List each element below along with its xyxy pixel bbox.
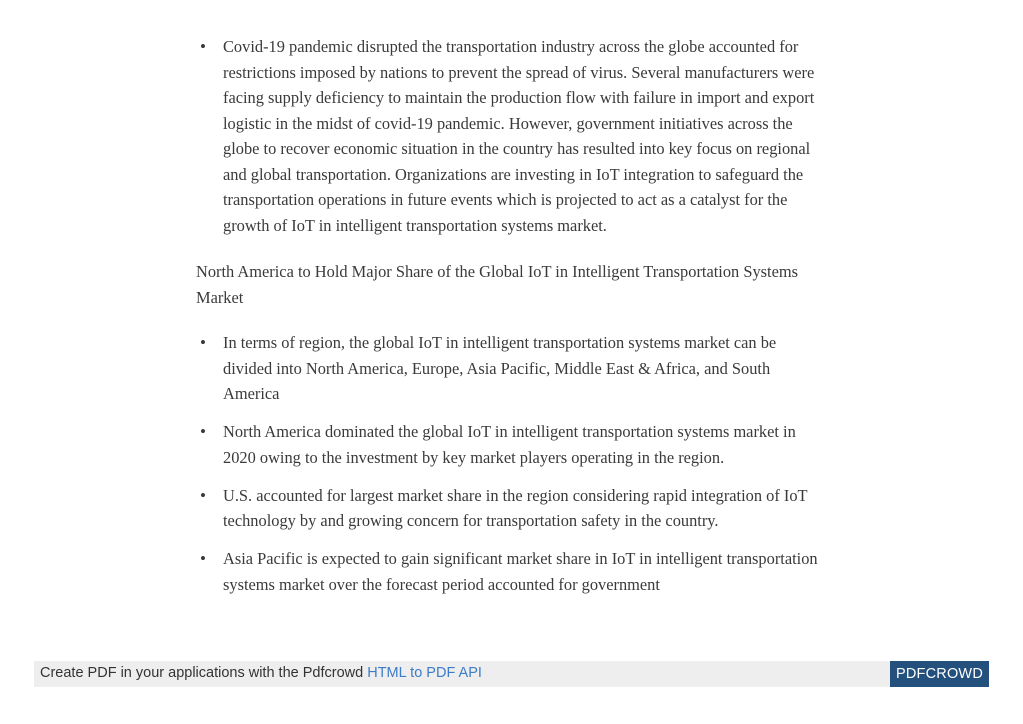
footer-text	[40, 665, 482, 681]
list-item: • U.S. accounted for largest market share in the region considering rapid integration of IoT technology by and growing concern for transportation safety in the country.	[196, 483, 826, 534]
section-heading: North America to Hold Major Share of the Global IoT in Intelligent Transportation Systems Market	[196, 262, 798, 307]
html-to-pdf-api-link[interactable]: HTML to PDF API	[367, 665, 482, 681]
list-item: • In terms of region, the global IoT in intelligent transportation systems market can be divided into North America, Europe, Asia Pacific, Middle East & Africa, and South America	[196, 330, 826, 407]
list-item: • Asia Pacific is expected to gain significant market share in IoT in intelligent transportation systems market over the forecast period accounted for government	[196, 546, 826, 597]
pdfcrowd-footer-bar	[34, 661, 989, 687]
bullet-list-covid	[196, 34, 826, 238]
list-item: • Covid-19 pandemic disrupted the transportation industry across the globe accounted for restrictions imposed by nations to prevent the spread of virus. Several manufacturers were facing supply deficiency to maintain the production flow with failure in import and export logistic in the midst of covid-19 pandemic. However, government initiatives across the globe to recover economic situation in the country has resulted into key focus on regional and global transportation. Organizations are investing in IoT integration to safeguard the transportation operations in future events which is projected to act as a catalyst for the growth of IoT in intelligent transportation systems market.	[196, 34, 826, 238]
bullet-list-regions	[196, 330, 826, 597]
pdfcrowd-brand-button[interactable]: PDFCROWD	[890, 661, 989, 687]
list-item: • North America dominated the global IoT in intelligent transportation systems market in 2020 owing to the investment by key market players operating in the region.	[196, 419, 826, 470]
document-body	[196, 34, 826, 610]
footer-prefix: Create PDF in your applications with the Pdfcrowd	[40, 665, 368, 681]
